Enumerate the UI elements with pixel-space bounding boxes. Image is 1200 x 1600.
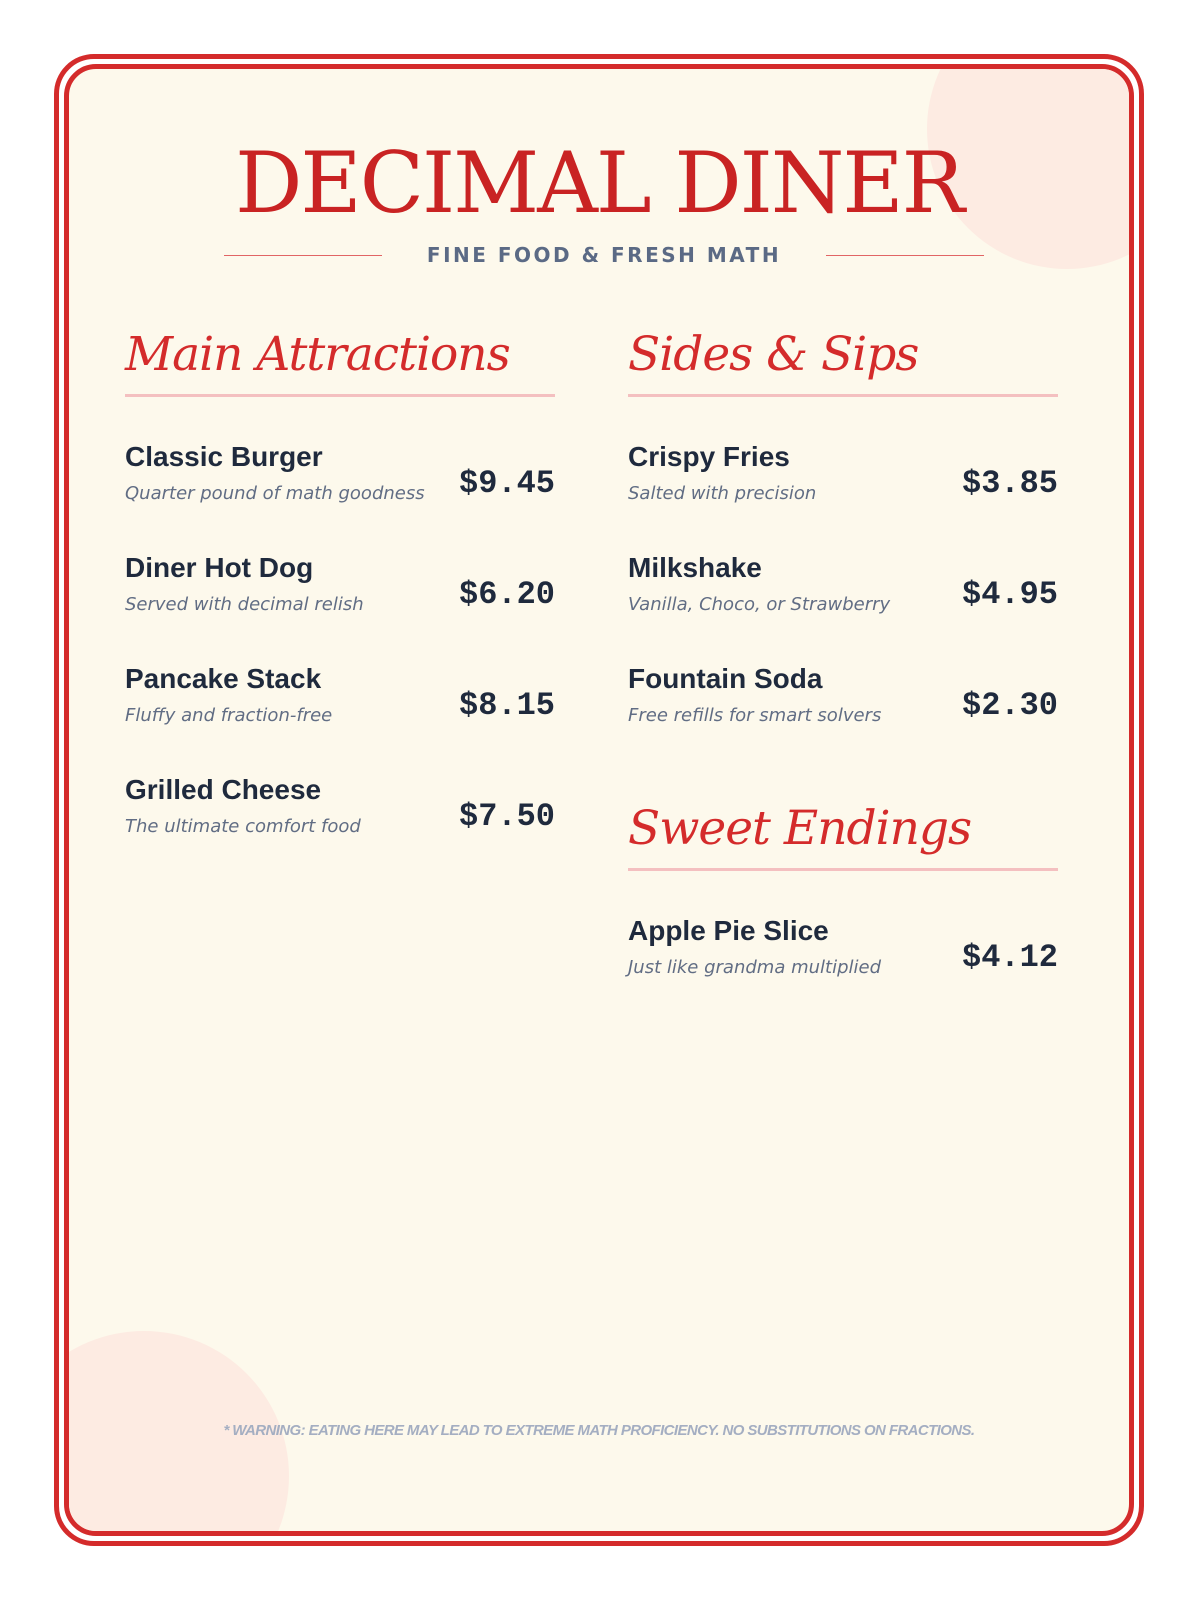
item-description: Salted with precision [628,483,817,504]
section-title: Sweet Endings [628,805,1058,871]
menu-item [628,443,1058,519]
menu-item [628,917,1058,993]
footer-warning: * WARNING: EATING HERE MAY LEAD TO EXTREME MATH PROFICIENCY. NO SUBSTITUTIONS ON FRACTIONS. [223,1422,975,1439]
tagline-rule-right [826,255,984,256]
tagline-row [224,243,984,267]
menu-item [125,554,555,630]
section-sides-and-sips [628,327,1058,776]
section-title: Main Attractions [125,331,555,397]
menu-list [628,443,1058,741]
section-main-attractions [125,327,555,887]
item-description: Free refills for smart solvers [628,705,882,726]
item-description: Vanilla, Choco, or Strawberry [628,594,891,615]
menu-item [628,554,1058,630]
item-name: Pancake Stack [125,663,322,694]
section-sweet-endings [628,801,1058,1028]
item-price: $7.50 [458,798,555,835]
item-name: Milkshake [628,552,762,583]
menu-item [125,776,555,852]
item-name: Grilled Cheese [125,774,322,805]
item-price: $2.30 [961,687,1058,724]
item-price: $4.12 [961,939,1058,976]
item-price: $8.15 [458,687,555,724]
item-price: $9.45 [458,465,555,502]
item-name: Diner Hot Dog [125,552,314,583]
tagline: FINE FOOD & FRESH MATH [426,243,782,267]
item-description: Just like grandma multiplied [628,957,882,978]
item-description: Served with decimal relish [125,594,364,615]
item-name: Crispy Fries [628,441,790,472]
menu-list [628,917,1058,993]
item-description: Quarter pound of math goodness [125,483,425,504]
menu-card [64,64,1134,1536]
section-title: Sides & Sips [628,331,1058,397]
menu-list [125,443,555,852]
item-name: Apple Pie Slice [628,915,829,946]
item-name: Classic Burger [125,441,323,472]
item-description: Fluffy and fraction-free [125,705,333,726]
item-price: $4.95 [961,576,1058,613]
menu-item [125,443,555,519]
diner-title: DECIMAL DINER [235,134,963,232]
menu-item [125,665,555,741]
item-name: Fountain Soda [628,663,823,694]
item-price: $6.20 [458,576,555,613]
menu-item [628,665,1058,741]
item-price: $3.85 [961,465,1058,502]
item-description: The ultimate comfort food [125,816,361,837]
tagline-rule-left [224,255,382,256]
